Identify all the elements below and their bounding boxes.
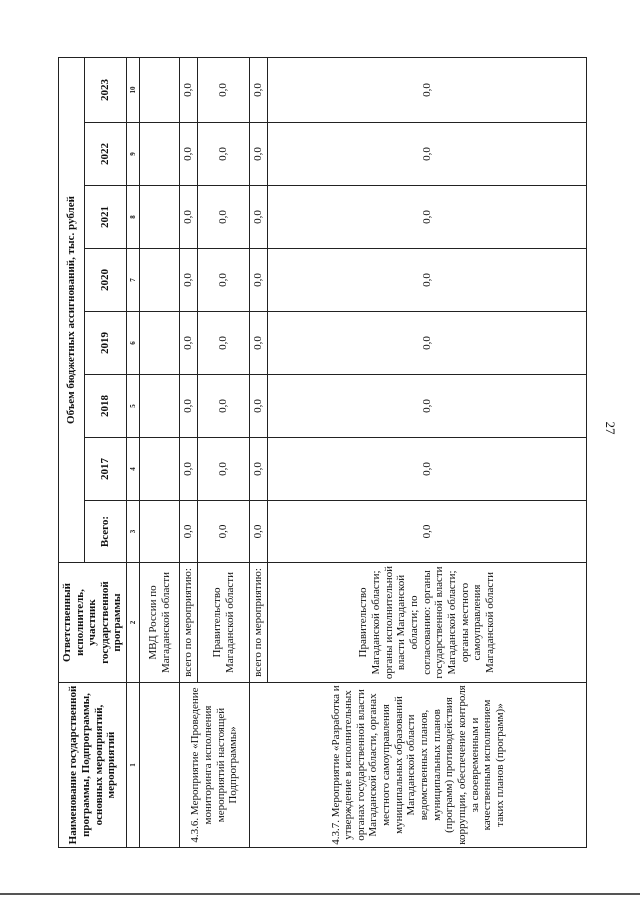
header-name: Наименование государственной программы, Подпрограммы, основных мероприятий, мероприятий (59, 683, 127, 848)
page-number: 27 (603, 421, 618, 435)
index-cell: 6 (127, 312, 140, 375)
row-value: 0,0 (198, 57, 250, 122)
row-value: 0,0 (180, 123, 198, 186)
row-value: 0,0 (268, 186, 587, 249)
row-name: 4.3.6. Мероприятие «Проведение мониторинга исполнения мероприятий настоящей Подпрограммы» (180, 683, 250, 848)
budget-table (58, 57, 587, 848)
row-name: 4.3.7. Мероприятие «Разработка и утверждение в исполнительных органах государственной власти Магаданской области, органах местного самоуправления муниципальных образований Магаданской области ведомственных планов, муниципальных планов (программ) противодействия коррупции, обеспечение контроля за своевременным и качественным исполнением таких планов (программ)» (250, 683, 587, 848)
row-value (140, 501, 180, 563)
table-row-mvd (140, 57, 180, 847)
index-cell: 9 (127, 123, 140, 186)
header-year: 2020 (85, 249, 127, 312)
row-value: 0,0 (198, 249, 250, 312)
row-value: 0,0 (250, 438, 268, 501)
index-row (127, 57, 140, 847)
row-value: 0,0 (180, 375, 198, 438)
row-value (140, 249, 180, 312)
header-year: 2018 (85, 375, 127, 438)
header-year: 2017 (85, 438, 127, 501)
row-value: 0,0 (250, 375, 268, 438)
row-value: 0,0 (198, 123, 250, 186)
header-year: 2021 (85, 186, 127, 249)
row-value: 0,0 (268, 501, 587, 563)
index-cell: 1 (127, 683, 140, 848)
row-value: 0,0 (250, 501, 268, 563)
row-value: 0,0 (198, 375, 250, 438)
header-executor: Ответственный исполнитель, участник государственной программы (59, 563, 127, 683)
row-executor: МВД России по Магаданской области (140, 563, 180, 683)
row-name (140, 683, 180, 848)
row-value: 0,0 (180, 186, 198, 249)
header-year: 2022 (85, 123, 127, 186)
header-year: 2023 (85, 57, 127, 122)
row-executor: Правительство Магаданской области (198, 563, 250, 683)
row-value (140, 438, 180, 501)
header-row-1 (59, 57, 85, 847)
index-cell: 5 (127, 375, 140, 438)
row-value (140, 312, 180, 375)
index-cell: 10 (127, 57, 140, 122)
row-value: 0,0 (268, 123, 587, 186)
budget-table-container (58, 58, 587, 848)
row-value: 0,0 (250, 123, 268, 186)
row-value: 0,0 (268, 438, 587, 501)
index-cell: 8 (127, 186, 140, 249)
row-executor: Правительство Магаданской области; органы исполнительной власти Магаданской области; по согласованию: органы государственной власти Магаданской области; органы местного самоуправления Магаданской области (268, 563, 587, 683)
table-row-436-total (180, 57, 198, 847)
row-value: 0,0 (198, 312, 250, 375)
row-value: 0,0 (250, 249, 268, 312)
header-year: 2019 (85, 312, 127, 375)
row-value: 0,0 (180, 501, 198, 563)
table-row-437-total (250, 57, 268, 847)
row-value: 0,0 (268, 375, 587, 438)
index-cell: 2 (127, 563, 140, 683)
row-value (140, 375, 180, 438)
row-value (140, 57, 180, 122)
row-value (140, 123, 180, 186)
scan-edge-divider (0, 893, 640, 895)
row-value: 0,0 (268, 57, 587, 122)
index-cell: 3 (127, 501, 140, 563)
header-budget-group: Объем бюджетных ассигнований, тыс. рублей (59, 57, 85, 562)
index-cell: 4 (127, 438, 140, 501)
row-value: 0,0 (180, 57, 198, 122)
header-total: Всего: (85, 501, 127, 563)
row-value: 0,0 (180, 249, 198, 312)
row-value: 0,0 (268, 312, 587, 375)
row-value: 0,0 (250, 57, 268, 122)
row-executor: всего по мероприятию: (180, 563, 198, 683)
row-value: 0,0 (180, 438, 198, 501)
row-value: 0,0 (250, 312, 268, 375)
row-value: 0,0 (198, 501, 250, 563)
row-value (140, 186, 180, 249)
row-value: 0,0 (198, 186, 250, 249)
row-value: 0,0 (180, 312, 198, 375)
row-value: 0,0 (250, 186, 268, 249)
row-value: 0,0 (268, 249, 587, 312)
index-cell: 7 (127, 249, 140, 312)
row-executor: всего по мероприятию: (250, 563, 268, 683)
row-value: 0,0 (198, 438, 250, 501)
